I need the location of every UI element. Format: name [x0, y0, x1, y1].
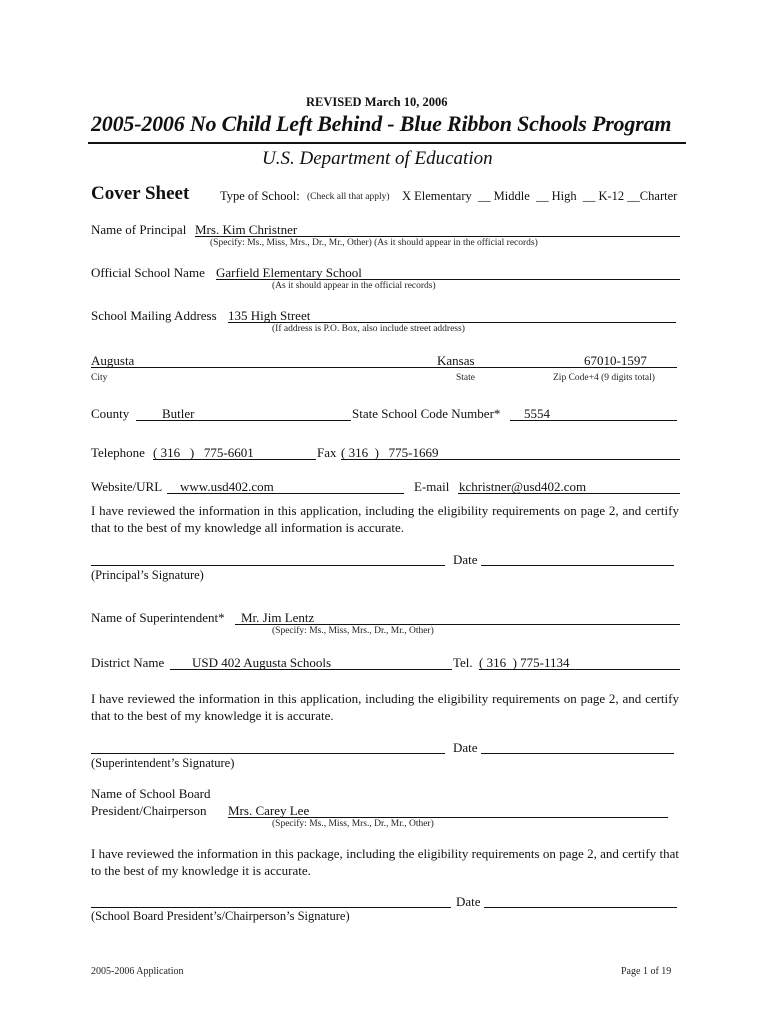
website-label: Website/URL	[91, 479, 163, 494]
school-name-label: Official School Name	[91, 265, 205, 280]
school-name-field[interactable]: Garfield Elementary School	[216, 265, 362, 280]
principal-hint: (Specify: Ms., Miss, Mrs., Dr., Mr., Other) (As it should appear in the official records)	[210, 238, 538, 248]
title-rule	[88, 142, 686, 144]
principal-name-field[interactable]: Mrs. Kim Christner	[195, 222, 298, 237]
principal-label: Name of Principal	[91, 222, 187, 237]
board-date-line[interactable]	[484, 907, 677, 908]
district-tel-field[interactable]: ( 316 ) 775-1134	[479, 655, 570, 670]
footer-page-number: Page 1 of 19	[621, 966, 672, 977]
county-label: County	[91, 406, 130, 421]
board-certification-text: I have reviewed the information in this package, including the eligibility requirements on page 2, and certify that to the best of my knowledge it is accurate.	[91, 846, 679, 878]
principal-certification-text: I have reviewed the information in this application, including the eligibility requirements on page 2, and certify that to the best of my knowledge all information is accurate.	[91, 503, 679, 535]
principal-underline	[195, 236, 680, 237]
superintendent-certification-text: I have reviewed the information in this application, including the eligibility requirements on page 2, and certify that to the best of my knowledge it is accurate.	[91, 691, 679, 723]
board-signature-label: (School Board President’s/Chairperson’s Signature)	[91, 909, 350, 923]
district-name-field[interactable]: USD 402 Augusta Schools	[192, 655, 332, 670]
telephone-field[interactable]: ( 316 ) 775-6601	[153, 445, 254, 460]
superintendent-signature-line[interactable]	[91, 753, 445, 754]
website-field[interactable]: www.usd402.com	[180, 479, 274, 494]
mailing-address-field[interactable]: 135 High Street	[228, 308, 311, 323]
board-hint: (Specify: Ms., Miss, Mrs., Dr., Mr., Other)	[272, 819, 434, 829]
school-name-underline	[216, 279, 680, 280]
fax-label: Fax	[317, 445, 337, 460]
principal-date-line[interactable]	[481, 565, 674, 566]
board-date-label: Date	[456, 894, 481, 909]
cover-sheet-heading: Cover Sheet	[91, 183, 190, 204]
department-name: U.S. Department of Education	[262, 148, 493, 169]
board-name-field[interactable]: Mrs. Carey Lee	[228, 803, 310, 818]
superintendent-hint: (Specify: Ms., Miss, Mrs., Dr., Mr., Other)	[272, 626, 434, 636]
board-signature-line[interactable]	[91, 907, 451, 908]
superintendent-label: Name of Superintendent*	[91, 610, 225, 625]
superintendent-signature-label: (Superintendent’s Signature)	[91, 756, 235, 770]
principal-date-label: Date	[453, 552, 478, 567]
school-type-label: Type of School:	[220, 189, 300, 203]
district-name-label: District Name	[91, 655, 165, 670]
state-field[interactable]: Kansas	[437, 353, 475, 368]
superintendent-date-label: Date	[453, 740, 478, 755]
board-label-line2: President/Chairperson	[91, 803, 207, 818]
email-field[interactable]: kchristner@usd402.com	[459, 479, 587, 494]
school-name-hint: (As it should appear in the official records)	[272, 281, 436, 291]
city-state-zip-underline	[91, 367, 677, 368]
state-school-code-field[interactable]: 5554	[524, 406, 550, 421]
school-type-hint: (Check all that apply)	[307, 192, 390, 202]
state-label: State	[456, 373, 475, 383]
zip-field[interactable]: 67010-1597	[584, 353, 647, 368]
page-title: 2005-2006 No Child Left Behind - Blue Ribbon Schools Program	[91, 111, 672, 136]
principal-signature-line[interactable]	[91, 565, 445, 566]
board-label-line1: Name of School Board	[91, 786, 211, 801]
principal-signature-label: (Principal’s Signature)	[91, 568, 204, 582]
superintendent-date-line[interactable]	[481, 753, 674, 754]
footer-application: 2005-2006 Application	[91, 966, 184, 977]
mailing-address-label: School Mailing Address	[91, 308, 217, 323]
email-label: E-mail	[414, 479, 450, 494]
revised-date: REVISED March 10, 2006	[306, 95, 448, 109]
city-label: City	[91, 373, 108, 383]
zip-label: Zip Code+4 (9 digits total)	[553, 373, 655, 383]
telephone-label: Telephone	[91, 445, 145, 460]
city-field[interactable]: Augusta	[91, 353, 135, 368]
fax-field[interactable]: ( 316 ) 775-1669	[341, 445, 439, 460]
mailing-address-underline	[228, 322, 676, 323]
school-type-options[interactable]: X Elementary __ Middle __ High __ K-12 __Charter	[402, 189, 678, 203]
mailing-address-hint: (If address is P.O. Box, also include street address)	[272, 324, 465, 334]
superintendent-name-field[interactable]: Mr. Jim Lentz	[241, 610, 315, 625]
county-field[interactable]: Butler	[162, 406, 195, 421]
district-tel-label: Tel.	[453, 655, 473, 670]
state-school-code-label: State School Code Number*	[352, 406, 501, 421]
